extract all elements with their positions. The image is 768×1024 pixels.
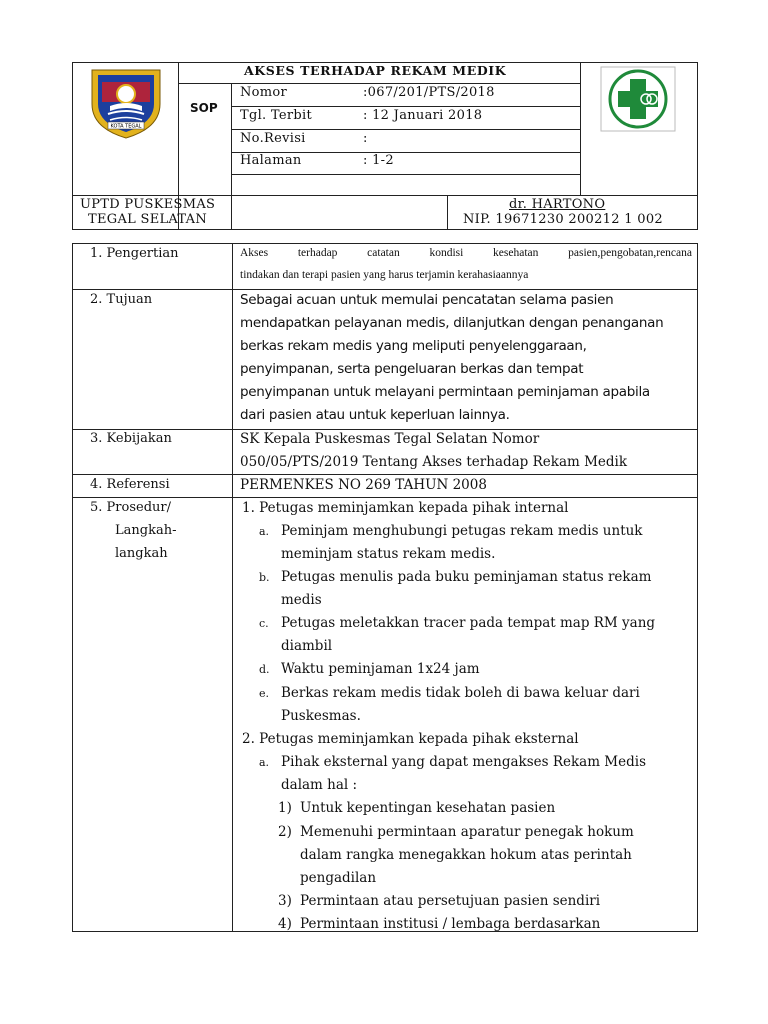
list-marker: 3) [278,893,292,909]
section-num-tujuan: 2. Tujuan [90,292,153,307]
puskesmas-cross-logo [600,66,676,132]
field-value-nomor: :067/201/PTS/2018 [363,85,495,100]
document-title: AKSES TERHADAP REKAM MEDIK [244,63,507,78]
signer-name: dr. HARTONO [509,197,606,212]
list-item-line: Peminjam menghubungi petugas rekam medis untuk [281,523,643,539]
list-item-line: Permintaan institusi / lembaga berdasarkan [300,916,601,932]
pengertian-line: Akses terhadap catatan kondisi kesehatan pasien,pengobatan,rencana [240,247,692,259]
field-value-tgl-terbit: : 12 Januari 2018 [363,108,483,123]
tujuan-line: berkas rekam medis yang meliputi penyelenggaraan, [240,338,587,354]
list-item-line: Petugas menulis pada buku peminjaman status rekam [281,569,652,585]
prosedur-item-1: 1. Petugas meminjamkan kepada pihak internal [242,500,569,516]
field-label-nomor: Nomor [240,85,288,100]
section-num-prosedur-cont: Langkah- [115,523,177,538]
list-marker: d. [259,663,270,676]
list-item-line: diambil [281,638,333,654]
list-item-line: medis [281,592,322,608]
list-item-line: Waktu peminjaman 1x24 jam [281,661,480,677]
list-marker: 2) [278,824,292,840]
kebijakan-line: SK Kepala Puskesmas Tegal Selatan Nomor [240,431,540,447]
field-label-no-revisi: No.Revisi [240,131,306,146]
list-item-line: Puskesmas. [281,708,361,724]
field-label-tgl-terbit: Tgl. Terbit [240,108,312,123]
list-item-line: Permintaan atau persetujuan pasien sendiri [300,893,601,909]
list-marker: c. [259,617,269,630]
section-num-pengertian: 1. Pengertian [90,246,179,261]
list-marker: 1) [278,800,292,816]
pengertian-line: tindakan dan terapi pasien yang harus terjamin kerahasiaannya [240,269,529,281]
list-item-line: Untuk kepentingan kesehatan pasien [300,800,556,816]
svg-text:KOTA TEGAL: KOTA TEGAL [110,123,142,130]
list-marker: 4) [278,916,292,932]
referensi-line: PERMENKES NO 269 TAHUN 2008 [240,477,487,493]
list-item-line: dalam rangka menegakkan hokum atas perintah [300,847,632,863]
list-item-line: Petugas meletakkan tracer pada tempat map RM yang [281,615,656,631]
field-value-no-revisi: : [363,131,368,146]
section-num-kebijakan: 3. Kebijakan [90,431,172,446]
kebijakan-line: 050/05/PTS/2019 Tentang Akses terhadap Rekam Medik [240,454,628,470]
list-item-line: Pihak eksternal yang dapat mengakses Rekam Medis [281,754,647,770]
tujuan-line: dari pasien atau untuk keperluan lainnya. [240,407,510,423]
list-item-line: Berkas rekam medis tidak boleh di bawa keluar dari [281,685,640,701]
tujuan-line: mendapatkan pelayanan medis, dilanjutkan dengan penanganan [240,315,664,331]
field-label-halaman: Halaman [240,153,302,168]
section-num-referensi: 4. Referensi [90,477,170,492]
section-num-prosedur: 5. Prosedur/ [90,500,171,515]
org-name-line2: TEGAL SELATAN [88,212,208,227]
list-marker: a. [259,756,270,769]
list-marker: e. [259,687,270,700]
kota-tegal-emblem [86,64,166,140]
list-marker: b. [259,571,270,584]
list-marker: a. [259,525,270,538]
list-item-line: meminjam status rekam medis. [281,546,496,562]
list-item-line: Memenuhi permintaan aparatur penegak hokum [300,824,634,840]
sop-label: SOP [190,101,218,115]
section-num-prosedur-cont: langkah [115,546,168,561]
tujuan-line: penyimpanan untuk melayani permintaan peminjaman apabila [240,384,650,400]
prosedur-item-2: 2. Petugas meminjamkan kepada pihak eksternal [242,731,579,747]
list-item-line: pengadilan [300,870,377,886]
list-item-line: dalam hal : [281,777,358,793]
org-name-line1: UPTD PUSKESMAS [80,197,216,212]
signer-nip: NIP. 19671230 200212 1 002 [463,212,663,227]
tujuan-line: penyimpanan, serta pengeluaran berkas dan tempat [240,361,584,377]
field-value-halaman: : 1-2 [363,153,394,168]
tujuan-line: Sebagai acuan untuk memulai pencatatan selama pasien [240,292,614,308]
